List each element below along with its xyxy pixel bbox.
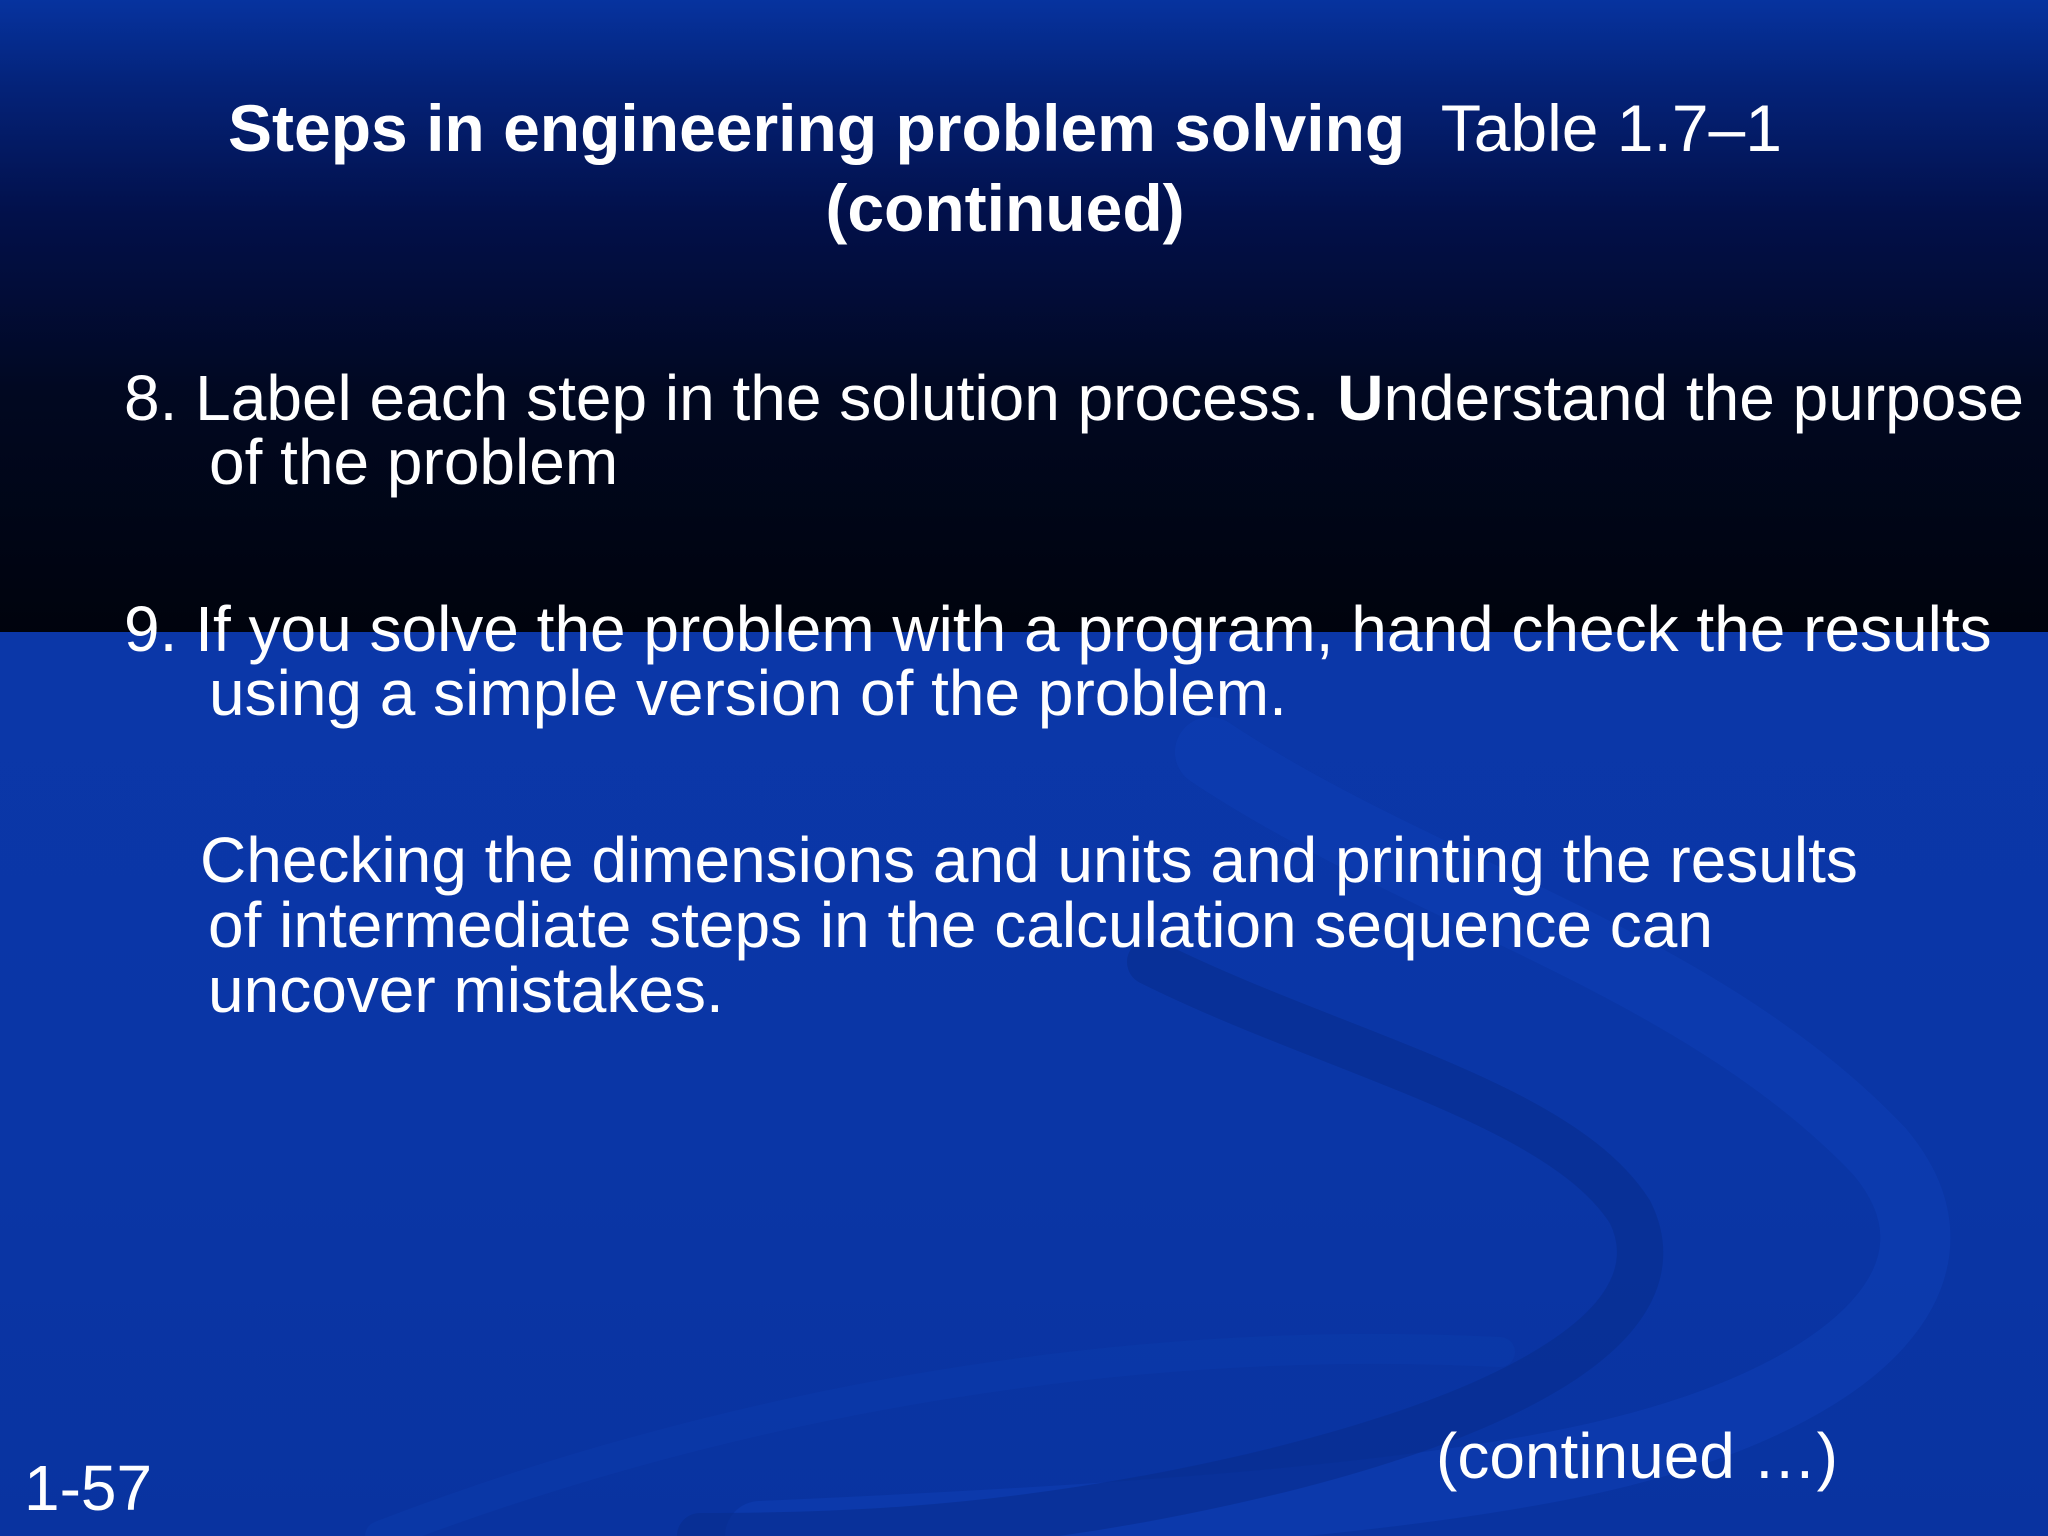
checking-note-paragraph: Checking the dimensions and units and printing the results of intermediate steps in the calculation sequence can uncover mistakes. bbox=[200, 824, 1858, 1026]
step-8-text-end: nderstand the purpose of the problem bbox=[209, 362, 2024, 498]
title-table-reference: Table 1.7–1 bbox=[1440, 91, 1782, 165]
title-line-1 bbox=[0, 88, 2010, 168]
decorative-swirl bbox=[0, 632, 2048, 1536]
title-line-2: (continued) bbox=[825, 171, 1185, 245]
step-8-text-start: 8. Label each step in the solution process. bbox=[124, 362, 1338, 434]
slide-title bbox=[0, 88, 2010, 248]
slide-number: 1-57 bbox=[24, 1452, 153, 1524]
step-8-item bbox=[124, 362, 2029, 498]
title-bold-text: Steps in engineering problem solving bbox=[228, 91, 1406, 165]
step-8-bold-letter: U bbox=[1337, 362, 1384, 434]
continued-label: (continued …) bbox=[1436, 1420, 1838, 1492]
step-9-item: 9. If you solve the problem with a program, hand check the results using a simple version of the problem. bbox=[124, 593, 1992, 729]
